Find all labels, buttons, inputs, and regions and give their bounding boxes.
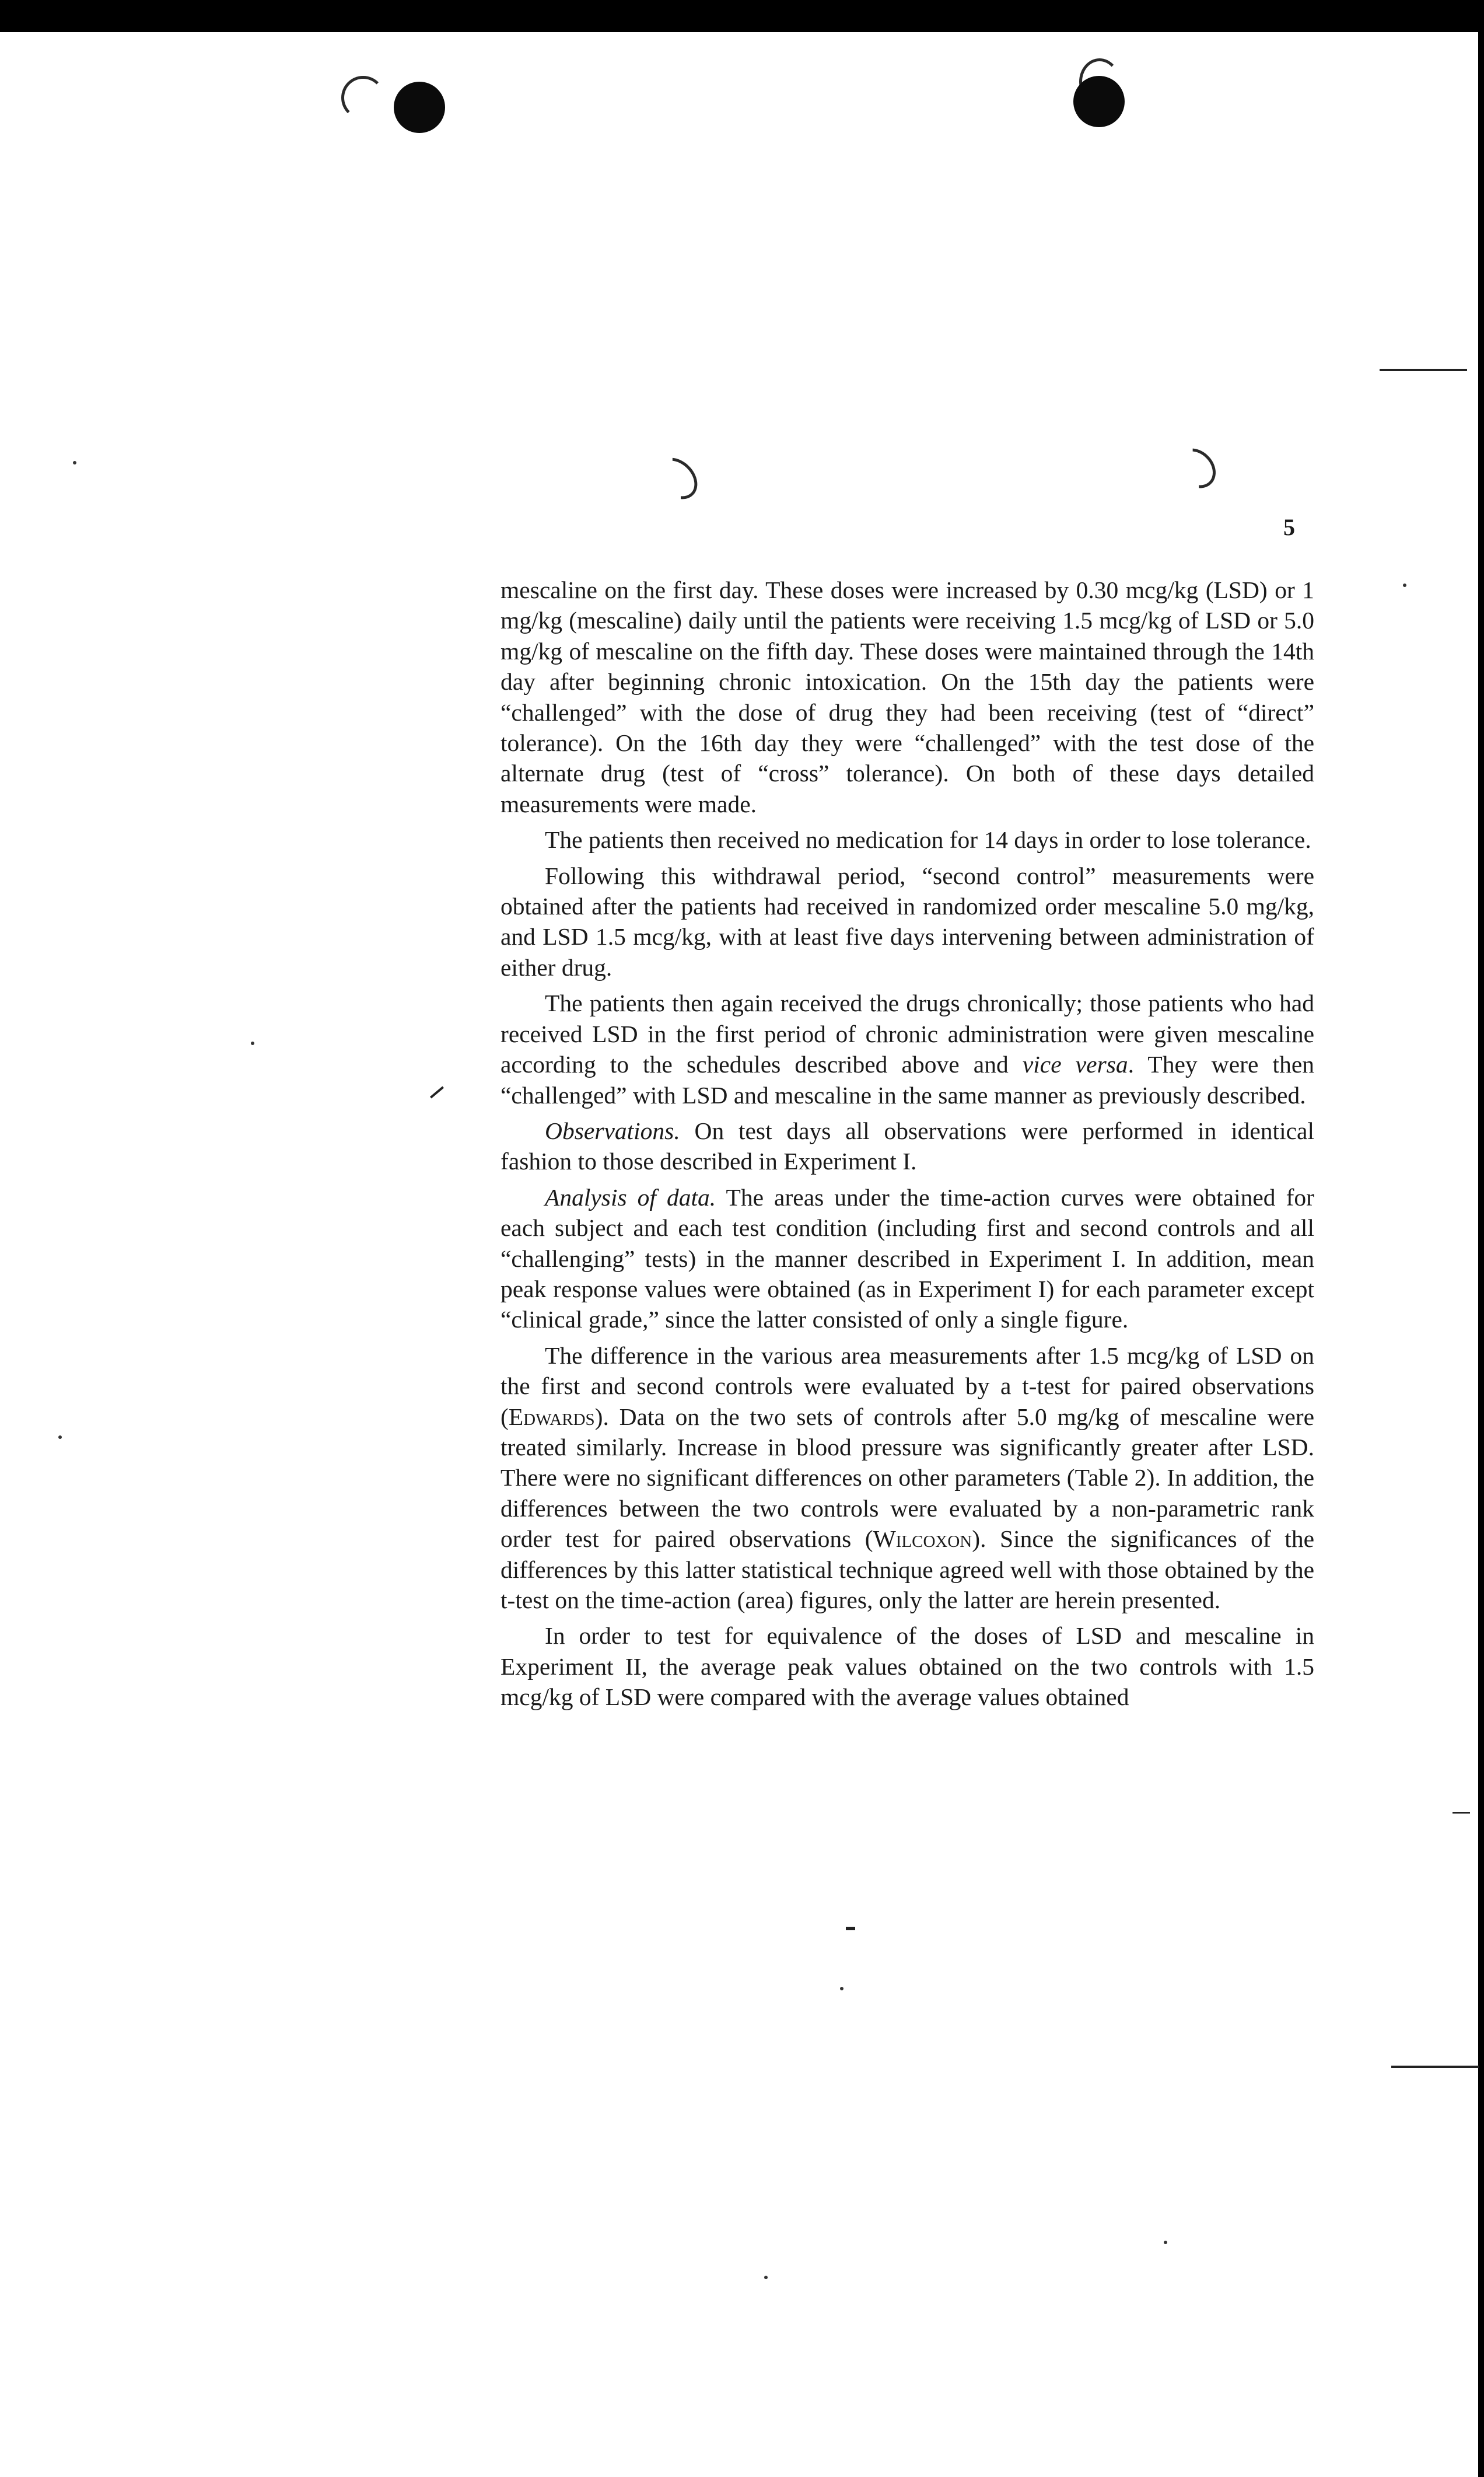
text-run: mescaline on the first day. These doses were increased by 0.30 mcg/kg (LSD) or 1 mg/kg (mescaline) daily until the patients were receiving 1.5 mcg/kg of LSD or 5.0 mg/kg of mescaline on the fifth day. These doses were maintained through the 14th day after beginning chronic intoxication. On the 15th day the patients were “challenged” with the dose of drug they had been receiving (test of “direct” tolerance). On the 16th day they were “challenged” with the test dose of the alternate drug (test of “cross” tolerance). On both of these days detailed measurements were made.: [501, 577, 1314, 817]
scan-speck: [73, 461, 76, 464]
punch-hole-left: [394, 82, 445, 133]
text-run: The difference in the various area measurements after 1.5 mcg/kg of LSD on the first and second controls were evaluated by a t-test for paired observations (: [501, 1341, 1314, 1430]
paragraph: [501, 575, 1314, 819]
scan-speck: [840, 1987, 844, 1990]
scan-speck: [58, 1435, 62, 1439]
body-text: [501, 575, 1314, 1713]
text-run: In order to test for equivalence of the doses of LSD and mescaline in Experiment II, the average peak values obtained on the two controls with 1.5 mcg/kg of LSD were compared with the average values obtained: [501, 1622, 1314, 1711]
scan-speck: [1403, 584, 1406, 587]
paragraph: [501, 861, 1314, 983]
paragraph: [501, 824, 1314, 855]
scan-speck: [251, 1042, 254, 1045]
scan-top-border: [0, 0, 1484, 32]
scan-mark-dash: [846, 1927, 855, 1930]
punch-hole-ring-mid-right: [1168, 441, 1223, 496]
text-run: ). Data on the two sets of controls after 5.0 mg/kg of mescaline were treated similarly. Increase in blood pressure was significantly greater after LSD. There were no significant differences on other parameters (Table 2). In addition, the differences between the two controls were evaluated by a non-parametric rank order test for paired observations (: [501, 1403, 1314, 1553]
paragraph: [501, 1116, 1314, 1177]
scan-mark-right-top: [1380, 369, 1467, 371]
italic-run: Observations.: [545, 1117, 680, 1144]
scan-right-border: [1478, 0, 1484, 2477]
paragraph: [501, 988, 1314, 1110]
punch-hole-ring-mid-left: [648, 450, 706, 508]
scan-speck: [764, 2276, 768, 2279]
scan-mark-right-mid: [1452, 1812, 1470, 1814]
italic-run: vice versa: [1022, 1051, 1128, 1078]
paragraph: [501, 1182, 1314, 1335]
scan-speck: [1164, 2241, 1167, 2244]
text-run: On test days all observations were performed in identical fashion to those described in Experiment I.: [501, 1117, 1314, 1175]
text-run: The patients then again received the drugs chronically; those patients who had received LSD in the first period of chronic administration were given mescaline according to the schedules described above and: [501, 990, 1314, 1078]
text-run: The patients then received no medication for 14 days in order to lose tolerance.: [545, 826, 1311, 854]
scan-mark-stroke: [430, 1086, 444, 1098]
text-run: The areas under the time-action curves were obtained for each subject and each test condition (including first and second controls and all “challenging” tests) in the manner described in Experiment I. In addition, mean peak response values were obtained (as in Experiment I) for each parameter except “clinical grade,” since the latter consisted of only a single figure.: [501, 1183, 1314, 1333]
text-run: ). Since the significances of the differences by this latter statistical technique agreed well with those obtained by the t-test on the time-action (area) figures, only the latter are herein presented.: [501, 1525, 1314, 1613]
punch-hole-right: [1073, 76, 1125, 127]
paragraph: [501, 1340, 1314, 1616]
page-number: 5: [1283, 514, 1295, 540]
small-caps-run: Wilcoxon: [873, 1525, 972, 1553]
paragraph: [501, 1620, 1314, 1712]
italic-run: Analysis of data.: [545, 1183, 716, 1211]
scan-mark-right-bottom: [1391, 2066, 1479, 2068]
text-run: . They were then “challenged” with LSD and mescaline in the same manner as previously described.: [501, 1051, 1314, 1109]
punch-hole-ring-left: [341, 76, 385, 120]
small-caps-run: Edwards: [508, 1403, 595, 1430]
text-run: Following this withdrawal period, “second control” measurements were obtained after the patients had received in randomized order mescaline 5.0 mg/kg, and LSD 1.5 mcg/kg, with at least five days intervening between administration of either drug.: [501, 862, 1314, 981]
